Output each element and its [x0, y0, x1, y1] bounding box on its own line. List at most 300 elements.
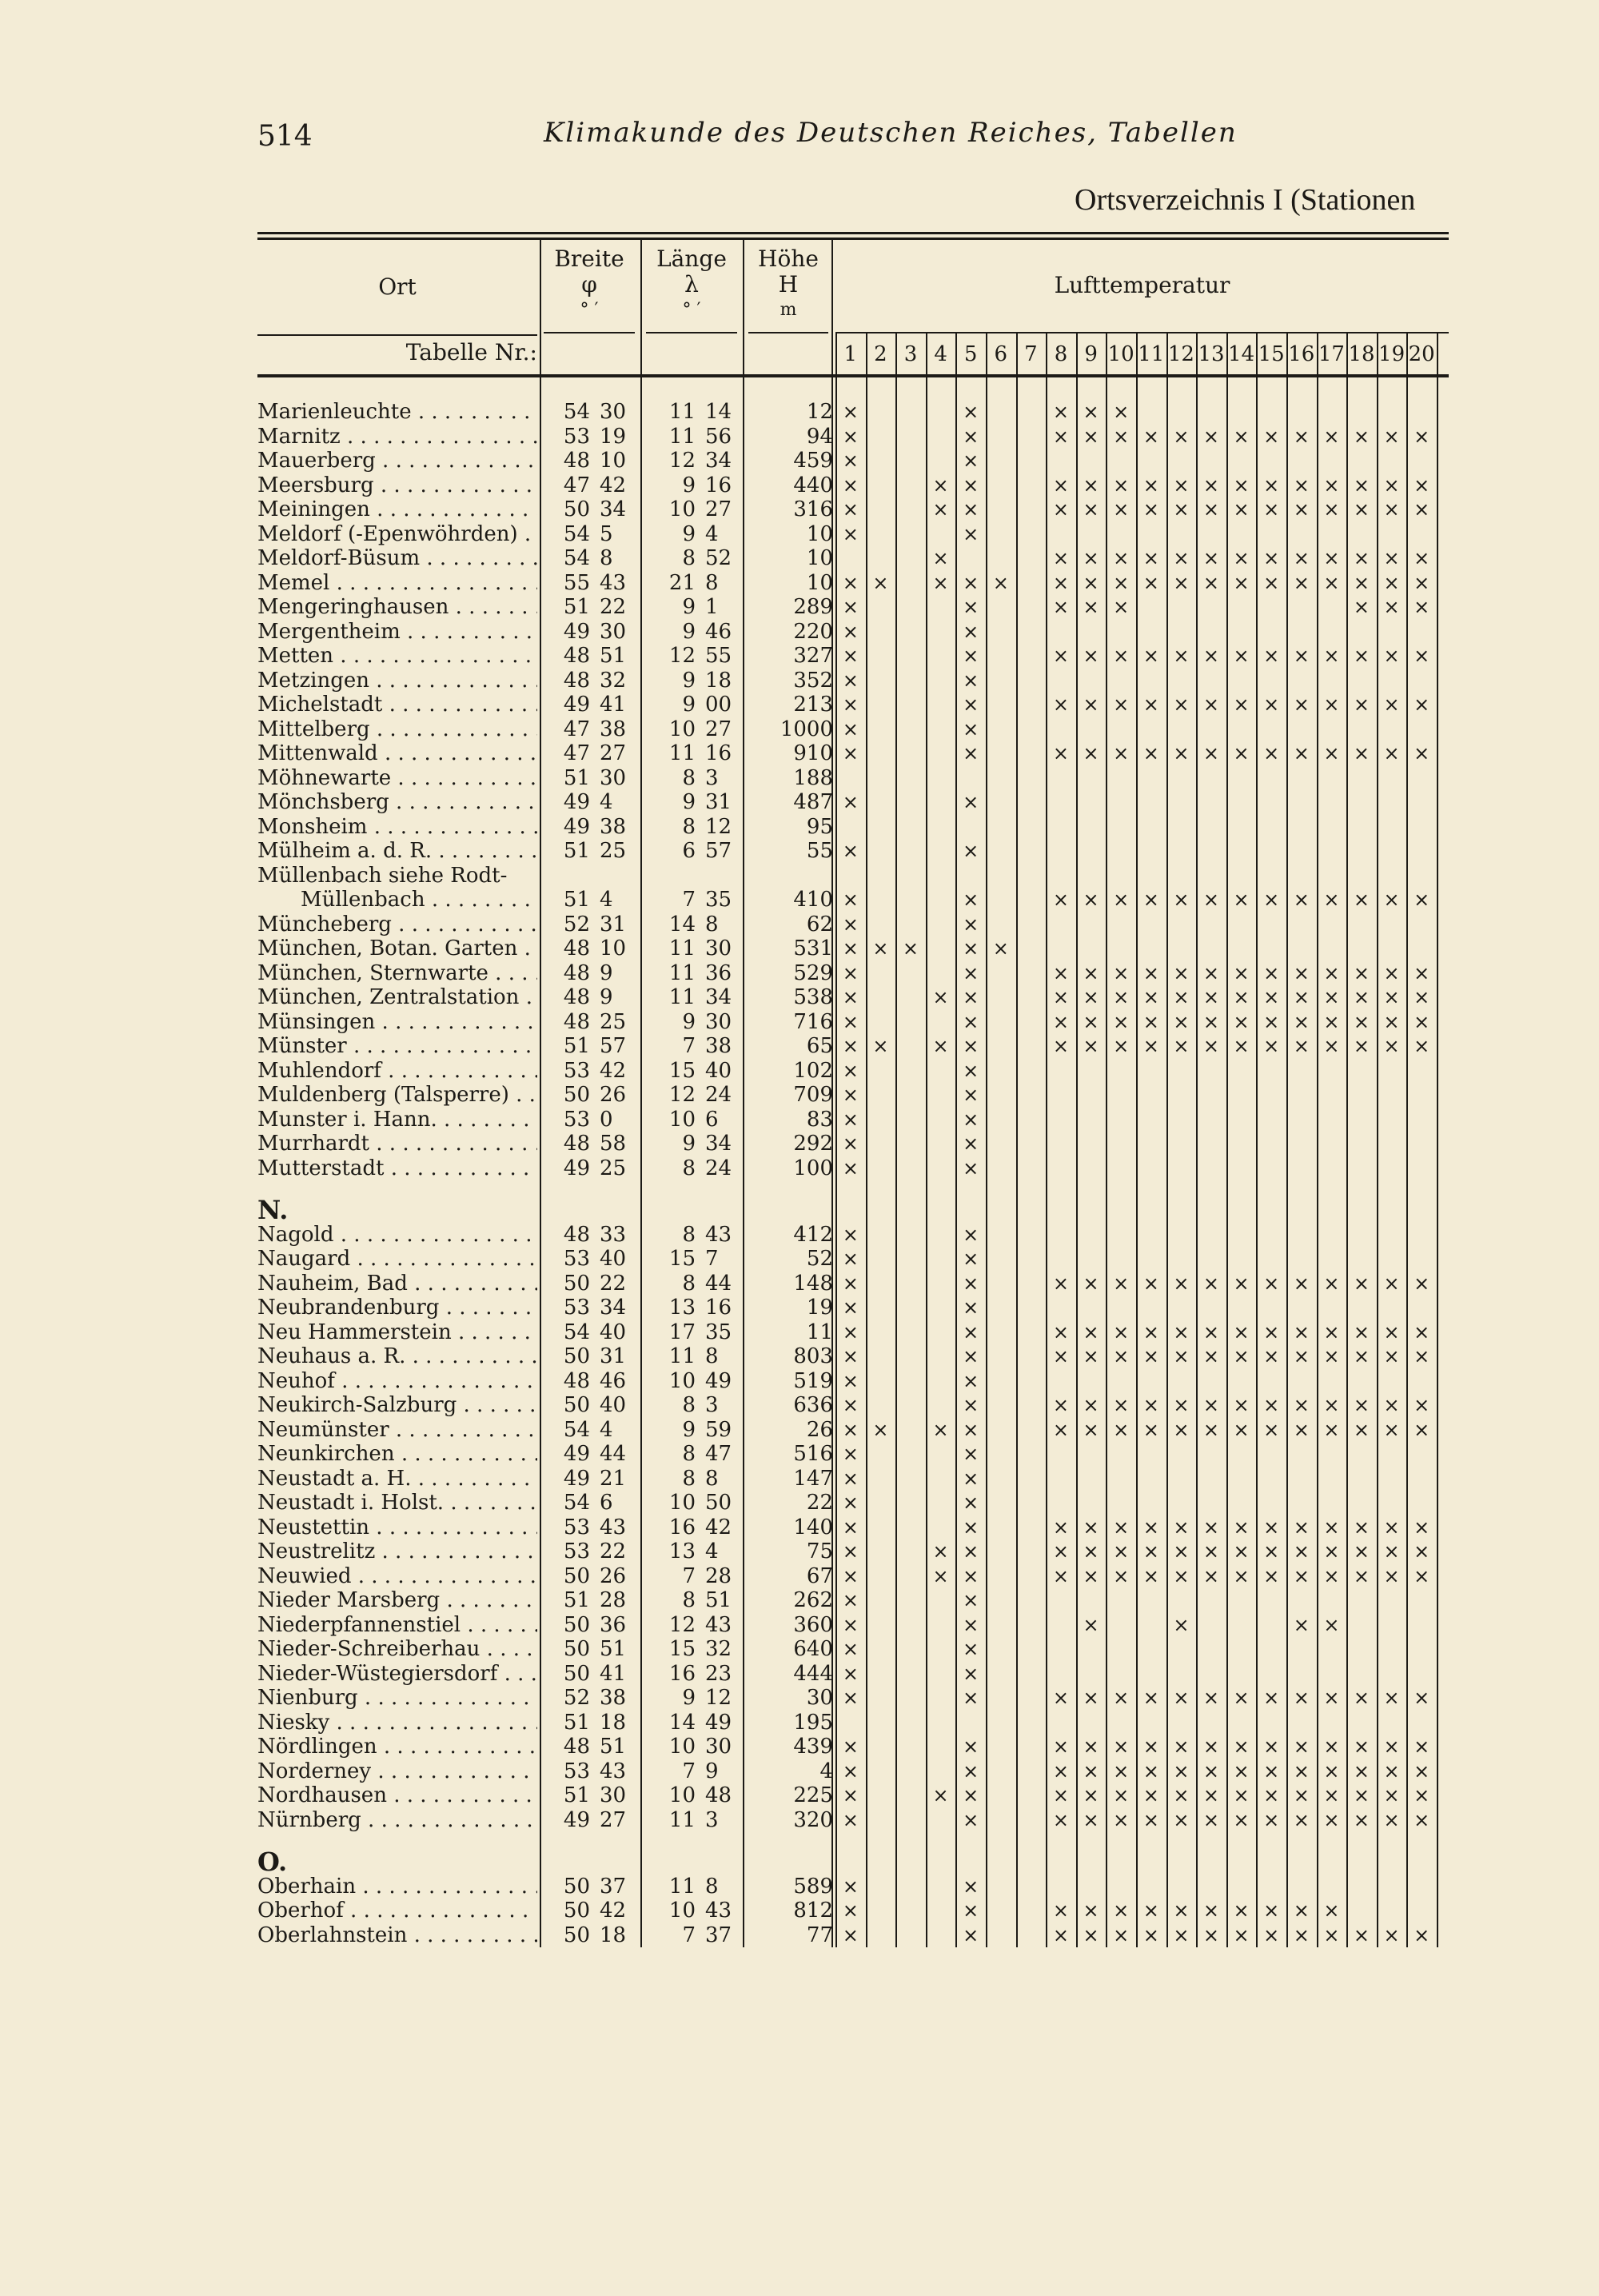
table-mark-cross: ×	[1293, 1613, 1310, 1636]
table-mark-cross: ×	[1263, 1564, 1280, 1587]
laenge-degrees: 9	[682, 595, 696, 619]
breite-degrees: 51	[563, 1588, 590, 1612]
breite-degrees: 49	[563, 1466, 590, 1491]
table-mark-cross: ×	[963, 1662, 979, 1685]
station-name: Niesky . . .	[257, 1711, 537, 1735]
table-row	[257, 888, 1449, 912]
table-mark-cross: ×	[1083, 888, 1099, 911]
hoehe-value: 62	[806, 912, 833, 936]
table-mark-cross: ×	[963, 1156, 979, 1180]
breite-degrees: 48	[563, 960, 590, 985]
table-mark-cross: ×	[932, 986, 949, 1008]
breite-minutes: 9	[600, 985, 613, 1009]
laenge-minutes: 8	[705, 570, 719, 595]
hoehe-value: 67	[806, 1563, 833, 1588]
station-name: Mergentheim . . .	[257, 620, 537, 644]
table-mark-cross: ×	[1202, 1784, 1220, 1807]
breite-degrees: 49	[563, 693, 590, 717]
table-mark-cross: ×	[1233, 1784, 1250, 1807]
table-mark-cross: ×	[1113, 425, 1130, 448]
table-mark-cross: ×	[842, 669, 859, 692]
hoehe-value: 12	[806, 400, 833, 424]
hoehe-value: 1000	[780, 717, 833, 741]
table-mark-cross: ×	[963, 1687, 979, 1709]
breite-degrees: 50	[563, 1637, 590, 1661]
table-mark-cross: ×	[1383, 693, 1400, 716]
table-mark-cross: ×	[1052, 1808, 1070, 1831]
table-mark-cross: ×	[1202, 1320, 1220, 1344]
laenge-minutes: 32	[705, 1637, 732, 1661]
station-name: Neunkirchen . . .	[257, 1442, 537, 1466]
table-mark-cross: ×	[1083, 596, 1099, 618]
table-row	[257, 1108, 1449, 1132]
table-mark-cross: ×	[1263, 1418, 1280, 1441]
table-mark-cross: ×	[963, 1223, 979, 1246]
breite-degrees: 55	[563, 570, 590, 595]
table-mark-cross: ×	[1113, 1010, 1130, 1033]
laenge-minutes: 47	[705, 1442, 732, 1466]
table-mark-cross: ×	[1052, 1759, 1070, 1783]
table-mark-cross: ×	[1142, 645, 1159, 667]
table-mark-cross: ×	[1293, 498, 1310, 521]
table-mark-cross: ×	[963, 1491, 979, 1514]
hoehe-value: 289	[793, 595, 833, 619]
hoehe-value: 75	[806, 1539, 833, 1563]
breite-degrees: 50	[563, 1661, 590, 1686]
hoehe-value: 225	[793, 1783, 833, 1807]
table-mark-cross: ×	[1263, 645, 1280, 667]
breite-minutes: 8	[600, 546, 613, 570]
laenge-degrees: 7	[682, 1759, 696, 1783]
breite-degrees: 51	[563, 1710, 590, 1735]
hoehe-value: 262	[793, 1588, 833, 1612]
table-mark-cross: ×	[1233, 1540, 1250, 1563]
station-name: Nienburg . . .	[257, 1686, 537, 1710]
table-mark-cross: ×	[1353, 1564, 1370, 1587]
station-name: Mauerberg . . .	[257, 449, 537, 473]
table-mark-cross: ×	[842, 1059, 859, 1082]
table-row	[257, 1034, 1449, 1059]
station-name: Neuhaus a. R. . . .	[257, 1344, 537, 1368]
table-row	[257, 766, 1449, 791]
table-mark-cross: ×	[1414, 693, 1430, 716]
laenge-degrees: 11	[668, 985, 696, 1009]
station-list	[257, 400, 1449, 1947]
breite-degrees: 50	[563, 1923, 590, 1947]
hoehe-value: 352	[793, 668, 833, 693]
table-mark-cross: ×	[1142, 1418, 1159, 1441]
station-name: Neustrelitz . . .	[257, 1539, 537, 1563]
table-mark-cross: ×	[842, 401, 859, 423]
laenge-minutes: 16	[705, 1296, 732, 1320]
header-bottom-rule	[257, 374, 1449, 377]
table-mark-cross: ×	[1113, 1808, 1130, 1831]
tabelle-number: 11	[1138, 342, 1165, 366]
table-row	[257, 912, 1449, 937]
station-name: Neuhof . . .	[257, 1369, 537, 1393]
table-mark-cross: ×	[1083, 1540, 1099, 1563]
hoehe-value: 148	[793, 1271, 833, 1296]
laenge-degrees: 9	[682, 1009, 696, 1034]
hoehe-value: 195	[793, 1710, 833, 1735]
hoehe-value: 83	[806, 1107, 833, 1132]
table-mark-cross: ×	[1113, 596, 1130, 618]
table-mark-cross: ×	[1233, 693, 1250, 716]
table-mark-cross: ×	[963, 596, 979, 618]
breite-minutes: 31	[600, 1344, 627, 1368]
table-mark-cross: ×	[1233, 1272, 1250, 1295]
table-mark-cross: ×	[1142, 1394, 1159, 1416]
laenge-degrees: 7	[682, 1563, 696, 1588]
hoehe-value: 459	[793, 449, 833, 473]
laenge-degrees: 11	[668, 400, 696, 424]
table-mark-cross: ×	[1083, 1035, 1099, 1057]
laenge-degrees: 9	[682, 693, 696, 717]
table-mark-cross: ×	[963, 1296, 979, 1319]
breite-degrees: 52	[563, 912, 590, 936]
table-mark-cross: ×	[1233, 742, 1250, 765]
table-mark-cross: ×	[1113, 571, 1130, 594]
table-mark-cross: ×	[1414, 473, 1430, 497]
table-row	[257, 1132, 1449, 1156]
table-mark-cross: ×	[1353, 1923, 1370, 1947]
laenge-minutes: 52	[705, 546, 732, 570]
table-mark-cross: ×	[842, 1589, 859, 1611]
table-mark-cross: ×	[1142, 961, 1159, 984]
table-mark-cross: ×	[1233, 1515, 1250, 1539]
table-mark-cross: ×	[1083, 1345, 1099, 1368]
laenge-degrees: 14	[668, 1710, 696, 1735]
section-letter: O.	[257, 1850, 288, 1874]
table-mark-cross: ×	[1233, 961, 1250, 984]
table-mark-cross: ×	[1293, 693, 1310, 716]
laenge-minutes: 51	[705, 1588, 732, 1612]
station-name: Müllenbach . . .	[301, 888, 537, 912]
table-mark-cross: ×	[963, 840, 979, 862]
table-mark-cross: ×	[842, 1345, 859, 1368]
breite-degrees: 53	[563, 424, 590, 449]
table-mark-cross: ×	[1083, 1899, 1099, 1922]
table-mark-cross: ×	[842, 1735, 859, 1758]
tabelle-number: 17	[1318, 342, 1345, 366]
laenge-degrees: 10	[668, 1491, 696, 1515]
table-row	[257, 961, 1449, 986]
table-mark-cross: ×	[1293, 473, 1310, 497]
laenge-degrees: 11	[668, 960, 696, 985]
breite-minutes: 6	[600, 1491, 613, 1515]
laenge-minutes: 16	[705, 473, 732, 497]
table-mark-cross: ×	[1353, 1540, 1370, 1563]
laenge-degrees: 8	[682, 1466, 696, 1491]
laenge-minutes: 30	[705, 936, 732, 960]
header-laenge-unit: ° ′	[682, 300, 701, 320]
breite-degrees: 53	[563, 1759, 590, 1783]
table-mark-cross: ×	[1414, 742, 1430, 765]
table-mark-cross: ×	[1353, 547, 1370, 569]
table-mark-cross: ×	[842, 1010, 859, 1033]
laenge-degrees: 10	[668, 1368, 696, 1393]
breite-minutes: 25	[600, 1156, 627, 1180]
header-breite-label: Breite	[554, 246, 624, 272]
hoehe-rule	[748, 332, 828, 333]
laenge-degrees: 8	[682, 1442, 696, 1466]
table-mark-cross: ×	[1173, 1418, 1190, 1441]
table-mark-cross: ×	[842, 840, 859, 862]
breite-degrees: 54	[563, 1417, 590, 1442]
table-mark-cross: ×	[1202, 645, 1220, 667]
table-mark-cross: ×	[842, 571, 859, 594]
table-mark-cross: ×	[963, 937, 979, 960]
table-mark-cross: ×	[1293, 425, 1310, 448]
station-name: Münster . . .	[257, 1034, 537, 1058]
laenge-minutes: 49	[705, 1710, 732, 1735]
table-mark-cross: ×	[1414, 1687, 1430, 1709]
table-mark-cross: ×	[963, 1467, 979, 1490]
table-row	[257, 1393, 1449, 1418]
table-mark-cross: ×	[1173, 693, 1190, 716]
station-name: Murrhardt . . .	[257, 1132, 537, 1156]
header-hoehe-label: Höhe	[758, 246, 819, 272]
breite-minutes: 0	[600, 1107, 613, 1132]
breite-minutes: 44	[600, 1442, 627, 1466]
table-mark-cross: ×	[1353, 1808, 1370, 1831]
table-mark-cross: ×	[1263, 547, 1280, 569]
page-number: 514	[257, 120, 313, 153]
table-mark-cross: ×	[842, 1540, 859, 1563]
table-mark-cross: ×	[1113, 1272, 1130, 1295]
laenge-degrees: 10	[668, 1107, 696, 1132]
tabelle-number: 14	[1228, 342, 1255, 366]
station-name: München, Zentralstation . . .	[257, 985, 537, 1009]
breite-minutes: 42	[600, 1058, 627, 1083]
table-mark-cross: ×	[1173, 961, 1190, 984]
table-mark-cross: ×	[932, 498, 949, 521]
laenge-degrees: 14	[668, 912, 696, 936]
laenge-degrees: 10	[668, 1899, 696, 1923]
table-mark-cross: ×	[1414, 1808, 1430, 1831]
table-mark-cross: ×	[1113, 1515, 1130, 1539]
table-mark-cross: ×	[1383, 571, 1400, 594]
station-name: Marnitz . . .	[257, 425, 537, 449]
table-row	[257, 1010, 1449, 1035]
laenge-minutes: 8	[705, 1344, 719, 1368]
laenge-minutes: 28	[705, 1563, 732, 1588]
table-mark-cross: ×	[1173, 1735, 1190, 1758]
breite-minutes: 40	[600, 1320, 627, 1344]
table-mark-cross: ×	[1113, 1345, 1130, 1368]
table-row	[257, 1442, 1449, 1467]
table-mark-cross: ×	[1052, 498, 1070, 521]
hoehe-value: 803	[793, 1344, 833, 1368]
table-mark-cross: ×	[1353, 1320, 1370, 1344]
table-mark-cross: ×	[1293, 645, 1310, 667]
table-row	[257, 1180, 1449, 1198]
table-mark-cross: ×	[842, 1515, 859, 1539]
tabelle-number: 1	[843, 342, 858, 366]
hoehe-value: 327	[793, 644, 833, 668]
breite-degrees: 48	[563, 449, 590, 473]
table-mark-cross: ×	[1263, 473, 1280, 497]
laenge-degrees: 8	[682, 814, 696, 839]
table-mark-cross: ×	[1233, 1899, 1250, 1922]
breite-minutes: 22	[600, 595, 627, 619]
table-mark-cross: ×	[1353, 596, 1370, 618]
table-mark-cross: ×	[932, 1564, 949, 1587]
table-row	[257, 1223, 1449, 1248]
table-mark-cross: ×	[1113, 888, 1130, 911]
laenge-degrees: 8	[682, 1588, 696, 1612]
table-mark-cross: ×	[1173, 1272, 1190, 1295]
table-mark-cross: ×	[1263, 742, 1280, 765]
breite-minutes: 38	[600, 814, 627, 839]
laenge-minutes: 40	[705, 1058, 732, 1083]
station-name: Nördlingen . . .	[257, 1735, 537, 1759]
station-name: Neustettin . . .	[257, 1515, 537, 1539]
table-mark-cross: ×	[1263, 1687, 1280, 1709]
breite-degrees: 51	[563, 1783, 590, 1807]
laenge-degrees: 13	[668, 1539, 696, 1563]
table-mark-cross: ×	[1323, 1515, 1340, 1539]
table-mark-cross: ×	[1293, 1899, 1310, 1922]
laenge-degrees: 11	[668, 1344, 696, 1368]
table-mark-cross: ×	[1293, 1923, 1310, 1947]
table-mark-cross: ×	[1052, 1687, 1070, 1709]
laenge-degrees: 10	[668, 717, 696, 741]
station-name: Niederpfannenstiel . . .	[257, 1613, 537, 1637]
laenge-degrees: 11	[668, 424, 696, 449]
hoehe-value: 4	[819, 1759, 833, 1783]
table-mark-cross: ×	[963, 1564, 979, 1587]
laenge-minutes: 16	[705, 741, 732, 765]
table-mark-cross: ×	[1142, 473, 1159, 497]
table-mark-cross: ×	[1233, 1808, 1250, 1831]
table-mark-cross: ×	[842, 1443, 859, 1465]
table-mark-cross: ×	[1263, 1784, 1280, 1807]
table-mark-cross: ×	[1142, 1899, 1159, 1922]
hoehe-value: 19	[806, 1296, 833, 1320]
table-mark-cross: ×	[1293, 1759, 1310, 1783]
station-name: Memel . . .	[257, 571, 537, 595]
table-mark-cross: ×	[1083, 1272, 1099, 1295]
laenge-minutes: 49	[705, 1368, 732, 1393]
table-mark-cross: ×	[1113, 1540, 1130, 1563]
table-mark-cross: ×	[963, 1059, 979, 1082]
table-row	[257, 815, 1449, 840]
tabelle-number: 5	[963, 342, 978, 366]
table-mark-cross: ×	[842, 1638, 859, 1660]
table-row	[257, 571, 1449, 596]
breite-minutes: 40	[600, 1393, 627, 1417]
table-mark-cross: ×	[1052, 1540, 1070, 1563]
table-mark-cross: ×	[1233, 645, 1250, 667]
table-mark-cross: ×	[963, 1035, 979, 1057]
table-mark-cross: ×	[1202, 1418, 1220, 1441]
hoehe-value: 52	[806, 1247, 833, 1271]
breite-degrees: 51	[563, 1034, 590, 1058]
table-row	[257, 1613, 1449, 1638]
table-mark-cross: ×	[1083, 645, 1099, 667]
table-mark-cross: ×	[872, 937, 889, 960]
table-mark-cross: ×	[1113, 1035, 1130, 1057]
table-mark-cross: ×	[1113, 986, 1130, 1008]
tabelle-number: 13	[1198, 342, 1225, 366]
table-mark-cross: ×	[842, 986, 859, 1008]
table-mark-cross: ×	[842, 742, 859, 765]
laenge-degrees: 8	[682, 1393, 696, 1417]
station-name: Neubrandenburg . . .	[257, 1296, 537, 1320]
table-mark-cross: ×	[1083, 1784, 1099, 1807]
table-mark-cross: ×	[842, 1784, 859, 1807]
hoehe-value: 94	[806, 424, 833, 449]
breite-degrees: 50	[563, 1874, 590, 1899]
table-mark-cross: ×	[963, 401, 979, 423]
breite-minutes: 38	[600, 717, 627, 741]
table-mark-cross: ×	[1353, 1735, 1370, 1758]
table-mark-cross: ×	[1323, 571, 1340, 594]
table-mark-cross: ×	[1113, 547, 1130, 569]
table-mark-cross: ×	[1083, 401, 1099, 423]
laenge-degrees: 7	[682, 1923, 696, 1947]
tabelle-number: 12	[1167, 342, 1194, 366]
breite-minutes: 51	[600, 1637, 627, 1661]
laenge-minutes: 4	[705, 521, 719, 546]
tabelle-number: 4	[934, 342, 947, 366]
table-mark-cross: ×	[963, 1759, 979, 1783]
tabelle-number: 18	[1348, 342, 1375, 366]
table-row	[257, 1467, 1449, 1491]
table-mark-cross: ×	[1353, 645, 1370, 667]
table-row	[257, 473, 1449, 498]
breite-minutes: 31	[600, 912, 627, 936]
hoehe-value: 95	[806, 814, 833, 839]
table-mark-cross: ×	[1202, 693, 1220, 716]
table-mark-cross: ×	[1173, 1320, 1190, 1344]
table-mark-cross: ×	[1414, 1784, 1430, 1807]
table-mark-cross: ×	[842, 522, 859, 545]
table-row	[257, 1564, 1449, 1589]
table-mark-cross: ×	[1052, 571, 1070, 594]
table-mark-cross: ×	[1052, 1564, 1070, 1587]
table-mark-cross: ×	[1383, 1808, 1400, 1831]
breite-degrees: 54	[563, 521, 590, 546]
table-mark-cross: ×	[1323, 645, 1340, 667]
hoehe-value: 910	[793, 741, 833, 765]
table-mark-cross: ×	[1353, 888, 1370, 911]
table-mark-cross: ×	[1052, 693, 1070, 716]
table-mark-cross: ×	[1052, 1418, 1070, 1441]
table-mark-cross: ×	[1383, 1735, 1400, 1758]
table-mark-cross: ×	[842, 1687, 859, 1709]
table-mark-cross: ×	[1383, 473, 1400, 497]
table-mark-cross: ×	[842, 425, 859, 448]
table-mark-cross: ×	[1202, 742, 1220, 765]
table-mark-cross: ×	[1113, 1899, 1130, 1922]
breite-degrees: 54	[563, 1491, 590, 1515]
laenge-minutes: 12	[705, 814, 732, 839]
breite-minutes: 18	[600, 1923, 627, 1947]
table-mark-cross: ×	[1142, 1010, 1159, 1033]
laenge-degrees: 12	[668, 1083, 696, 1107]
table-mark-cross: ×	[1383, 1687, 1400, 1709]
table-mark-cross: ×	[1233, 473, 1250, 497]
table-mark-cross: ×	[1142, 1784, 1159, 1807]
table-mark-cross: ×	[963, 1784, 979, 1807]
table-row	[257, 1247, 1449, 1272]
laenge-degrees: 9	[682, 790, 696, 814]
hoehe-value: 30	[806, 1686, 833, 1710]
table-mark-cross: ×	[842, 1491, 859, 1514]
station-name: Neuwied . . .	[257, 1564, 537, 1588]
